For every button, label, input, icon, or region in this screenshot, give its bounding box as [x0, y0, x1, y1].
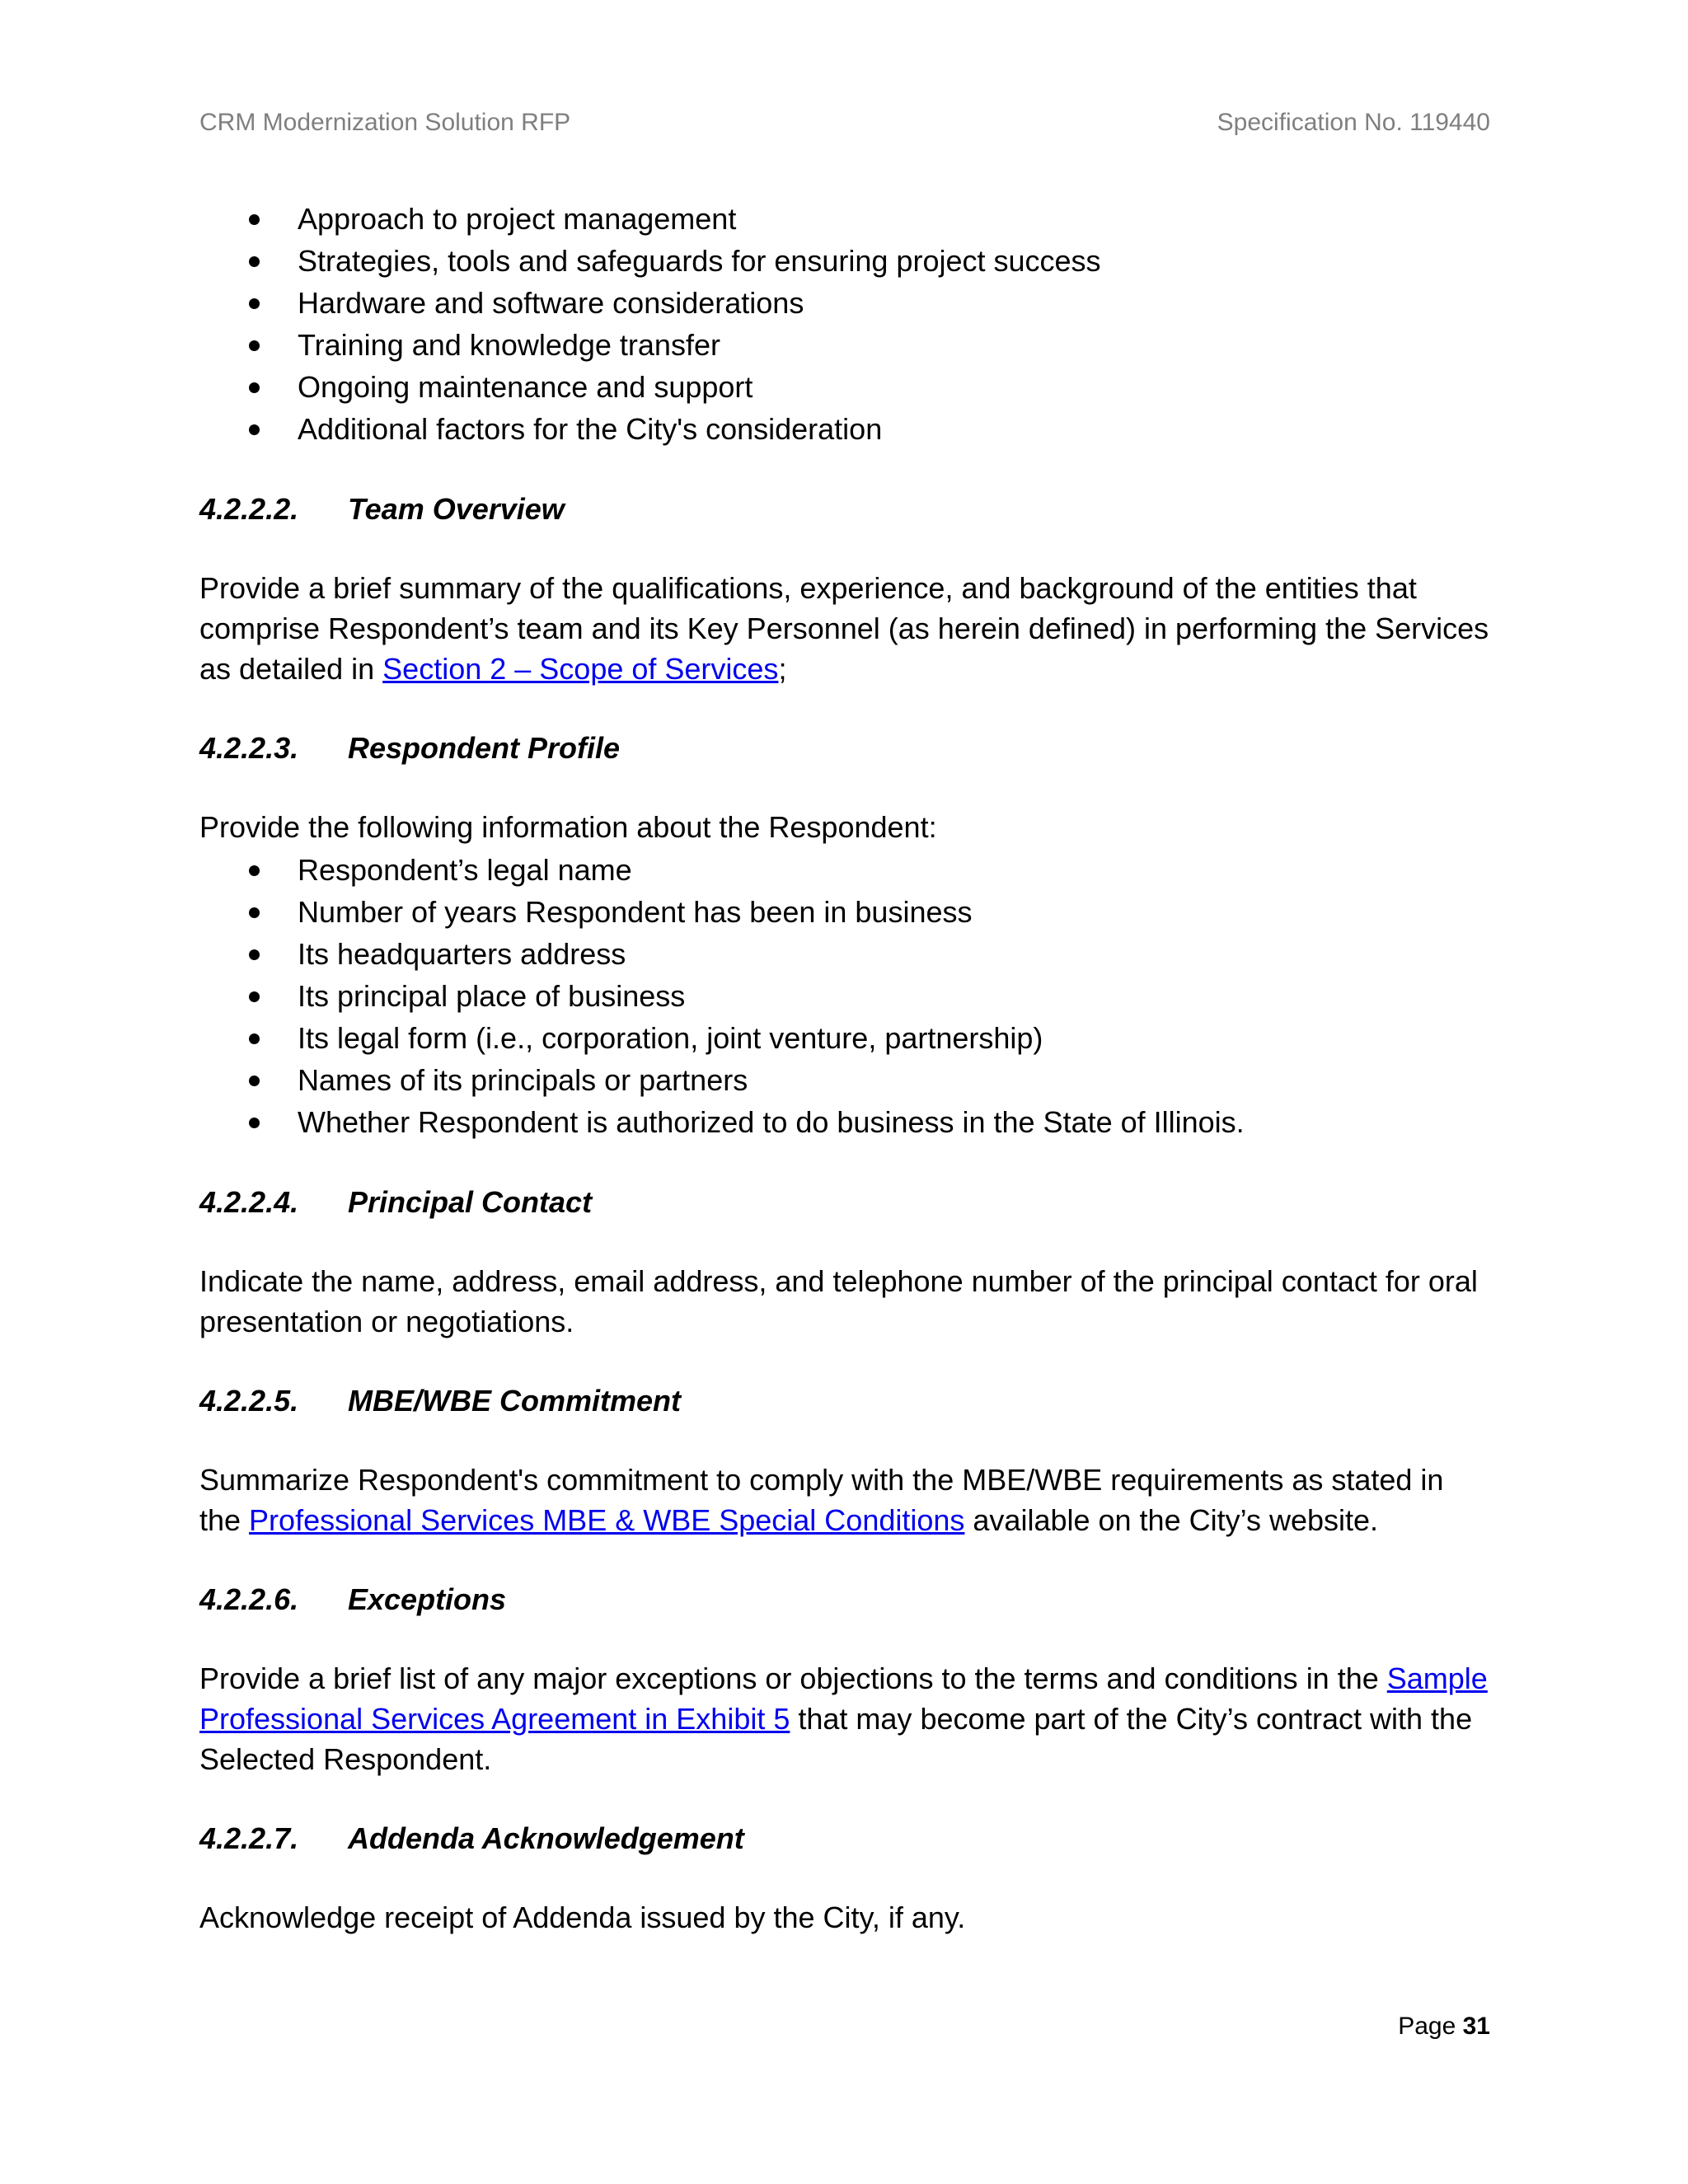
list-item: Approach to project management	[199, 198, 1490, 240]
section-heading-team-overview	[199, 489, 1490, 529]
section-number: 4.2.2.4.	[199, 1185, 299, 1219]
page-footer	[1398, 2013, 1490, 2041]
section-number: 4.2.2.6.	[199, 1582, 299, 1616]
list-item: Respondent’s legal name	[199, 849, 1490, 891]
section-heading-addenda-acknowledgement	[199, 1818, 1490, 1858]
list-item: Training and knowledge transfer	[199, 324, 1490, 366]
respondent-profile-bullet-list	[199, 849, 1490, 1143]
section-title: Exceptions	[348, 1582, 507, 1616]
bullet-icon	[249, 1076, 260, 1086]
scope-of-services-link[interactable]: Section 2 – Scope of Services	[382, 652, 779, 686]
section-number: 4.2.2.5.	[199, 1384, 299, 1418]
section-title: Addenda Acknowledgement	[348, 1821, 744, 1855]
list-item: Strategies, tools and safeguards for ensuring project success	[199, 240, 1490, 282]
section-title: Principal Contact	[348, 1185, 593, 1219]
bullet-icon	[249, 256, 260, 267]
bullet-icon	[249, 340, 260, 351]
bullet-icon	[249, 382, 260, 393]
page-content	[199, 198, 1490, 1938]
mbe-wbe-special-conditions-link[interactable]: Professional Services MBE & WBE Special Conditions	[249, 1503, 965, 1537]
list-item: Names of its principals or partners	[199, 1059, 1490, 1101]
header-specification-number: Specification No. 119440	[1217, 109, 1490, 136]
list-item: Its principal place of business	[199, 975, 1490, 1017]
section-number: 4.2.2.3.	[199, 731, 299, 765]
mbe-wbe-paragraph: Summarize Respondent's commitment to comply with the MBE/WBE requirements as stated in the Professional Services MBE & WBE Special Conditions available on the City’s website.	[199, 1463, 1444, 1537]
list-item: Its headquarters address	[199, 933, 1490, 975]
principal-contact-paragraph: Indicate the name, address, email address, and telephone number of the principal contact for oral presentation or negotiations.	[199, 1264, 1478, 1338]
respondent-profile-intro: Provide the following information about the Respondent:	[199, 810, 937, 844]
list-item: Additional factors for the City's consideration	[199, 408, 1490, 450]
bullet-icon	[249, 424, 260, 435]
bullet-icon	[249, 214, 260, 225]
bullet-icon	[249, 865, 260, 876]
section-number: 4.2.2.2.	[199, 492, 299, 526]
approach-bullet-list	[199, 198, 1490, 450]
section-title: Team Overview	[348, 492, 565, 526]
section-heading-respondent-profile	[199, 728, 1490, 768]
section-title: MBE/WBE Commitment	[348, 1384, 681, 1418]
addenda-paragraph: Acknowledge receipt of Addenda issued by the City, if any.	[199, 1900, 966, 1934]
list-item: Ongoing maintenance and support	[199, 366, 1490, 408]
bullet-icon	[249, 949, 260, 960]
bullet-icon	[249, 1118, 260, 1128]
team-overview-paragraph: Provide a brief summary of the qualifications, experience, and background of the entities that comprise Respondent’s team and its Key Personnel (as herein defined) in performing the Services as detailed in Section 2 – Scope of Services;	[199, 571, 1489, 686]
section-title: Respondent Profile	[348, 731, 621, 765]
page-header	[199, 109, 1490, 142]
bullet-icon	[249, 907, 260, 918]
list-item: Whether Respondent is authorized to do business in the State of Illinois.	[199, 1101, 1490, 1143]
section-number: 4.2.2.7.	[199, 1821, 299, 1855]
page-number: 31	[1462, 2013, 1490, 2040]
list-item: Number of years Respondent has been in business	[199, 891, 1490, 933]
sample-agreement-exhibit-link[interactable]: Sample Professional Services Agreement in Exhibit 5	[199, 1661, 1488, 1736]
list-item: Its legal form (i.e., corporation, joint venture, partnership)	[199, 1017, 1490, 1059]
list-item: Hardware and software considerations	[199, 282, 1490, 324]
bullet-icon	[249, 1033, 260, 1044]
section-heading-mbe-wbe-commitment	[199, 1380, 1490, 1421]
section-heading-exceptions	[199, 1579, 1490, 1619]
bullet-icon	[249, 991, 260, 1002]
bullet-icon	[249, 298, 260, 309]
page-label: Page	[1398, 2013, 1463, 2040]
exceptions-paragraph: Provide a brief list of any major exceptions or objections to the terms and conditions in the Sample Professional Services Agreement in Exhibit 5 that may become part of the City’s contract with the Selected Respondent.	[199, 1661, 1488, 1776]
header-document-title: CRM Modernization Solution RFP	[199, 109, 571, 136]
section-heading-principal-contact	[199, 1182, 1490, 1222]
